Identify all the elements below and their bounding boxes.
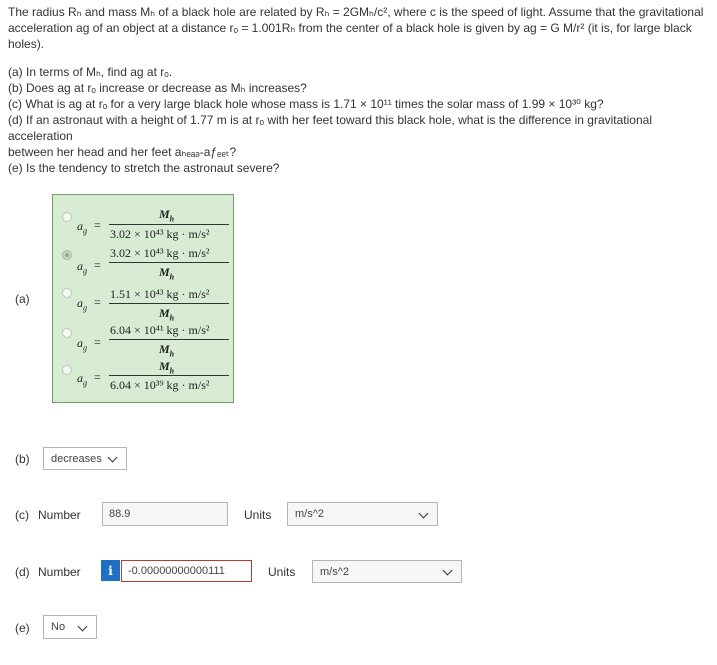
choice-4-ag: $a_g$ (77, 336, 87, 353)
part-d-number-value: -0.00000000000111 (128, 565, 225, 577)
part-d-number-input[interactable] (121, 560, 252, 582)
choice-1-equals: = (94, 218, 101, 232)
part-c-label: (c) (15, 508, 29, 522)
part-c-number-value: 88.9 (109, 508, 131, 520)
part-d-units-label: Units (268, 565, 296, 579)
question-part-d-line2: between her head and her feet aₕₑₐₔ-aƒₑₑₜ? (8, 145, 237, 159)
choice-2-fraction-bar (109, 262, 229, 263)
choice-4-radio[interactable] (62, 328, 72, 338)
choice-2-denominator: $M_h$ (159, 265, 175, 282)
question-part-e: (e) Is the tendency to stretch the astronaut severe? (8, 161, 280, 175)
choice-3-fraction-bar (109, 303, 229, 304)
choice-3-equals: = (94, 295, 101, 309)
part-c-number-label: Number (38, 508, 81, 522)
info-icon[interactable]: i (101, 560, 120, 581)
part-b-label: (b) (15, 452, 30, 466)
part-b-select-value: decreases (51, 452, 102, 465)
question-part-b: (b) Does aɡ at rₒ increase or decrease as Mₕ increases? (8, 81, 307, 95)
part-a-choice-group (52, 194, 234, 403)
choice-3-ag: $a_g$ (77, 296, 87, 313)
part-d-units-select[interactable] (312, 560, 462, 583)
chevron-down-icon (443, 566, 453, 576)
chevron-down-icon (419, 509, 429, 519)
part-d-number-label: Number (38, 565, 81, 579)
choice-4-numerator: 6.04 × 10⁴¹ kg · m/s² (110, 323, 210, 337)
choice-1-ag: $a_g$ (77, 219, 87, 236)
choice-5-ag: $a_g$ (77, 371, 87, 388)
part-c-units-value: m/s^2 (295, 508, 324, 520)
part-c-units-select[interactable] (287, 502, 438, 526)
choice-4-fraction-bar (109, 339, 229, 340)
question-intro-line1: The radius Rₕ and mass Mₕ of a black hole are related by Rₕ = 2GMₕ/c², where c is the speed of light. Assume that the gravitational (8, 5, 704, 19)
choice-3-radio[interactable] (62, 288, 72, 298)
part-e-select-value: No (51, 621, 66, 633)
chevron-down-icon (108, 453, 118, 463)
choice-5-equals: = (94, 370, 101, 384)
part-e-label: (e) (15, 621, 30, 635)
choice-2-numerator: 3.02 × 10⁴³ kg · m/s² (110, 246, 210, 260)
choice-2-ag: $a_g$ (77, 259, 87, 276)
part-e-select[interactable] (43, 615, 97, 639)
question-text (8, 4, 713, 176)
part-d-label: (d) (15, 565, 30, 579)
question-intro-line2: acceleration aɡ of an object at a distance rₒ = 1.001Rₕ from the center of a black hole is given by aɡ = G M/r² (it is, for large black holes). (8, 21, 692, 51)
choice-1-fraction-bar (109, 224, 229, 225)
choice-2-radio[interactable] (62, 250, 72, 260)
choice-2-equals: = (94, 258, 101, 272)
part-c-units-label: Units (244, 508, 272, 522)
choice-3-denominator: $M_h$ (159, 306, 175, 323)
choice-1-radio[interactable] (62, 212, 72, 222)
choice-1-numerator: $M_h$ (159, 207, 175, 224)
question-part-c: (c) What is aɡ at rₒ for a very large black hole whose mass is 1.71 × 10¹¹ times the solar mass of 1.99 × 10³⁰ kg? (8, 97, 604, 111)
choice-4-denominator: $M_h$ (159, 342, 175, 359)
question-part-d-line1: (d) If an astronaut with a height of 1.77 m is at rₒ with her feet toward this black hole, what is the difference in gravitational acceleration (8, 113, 652, 143)
chevron-down-icon (78, 622, 88, 632)
part-b-select[interactable] (43, 447, 127, 470)
part-c-number-input[interactable] (102, 502, 228, 526)
choice-4-equals: = (94, 335, 101, 349)
choice-5-radio[interactable] (62, 365, 72, 375)
choice-5-numerator: $M_h$ (159, 359, 175, 376)
part-a-label: (a) (15, 292, 30, 306)
choice-3-numerator: 1.51 × 10⁴³ kg · m/s² (110, 287, 210, 301)
choice-1-denominator: 3.02 × 10⁴³ kg · m/s² (110, 227, 210, 241)
part-d-units-value: m/s^2 (320, 565, 349, 578)
question-part-a: (a) In terms of Mₕ, find aɡ at rₒ. (8, 65, 173, 79)
choice-5-fraction-bar (109, 375, 229, 376)
choice-5-denominator: 6.04 × 10³⁹ kg · m/s² (110, 378, 210, 392)
